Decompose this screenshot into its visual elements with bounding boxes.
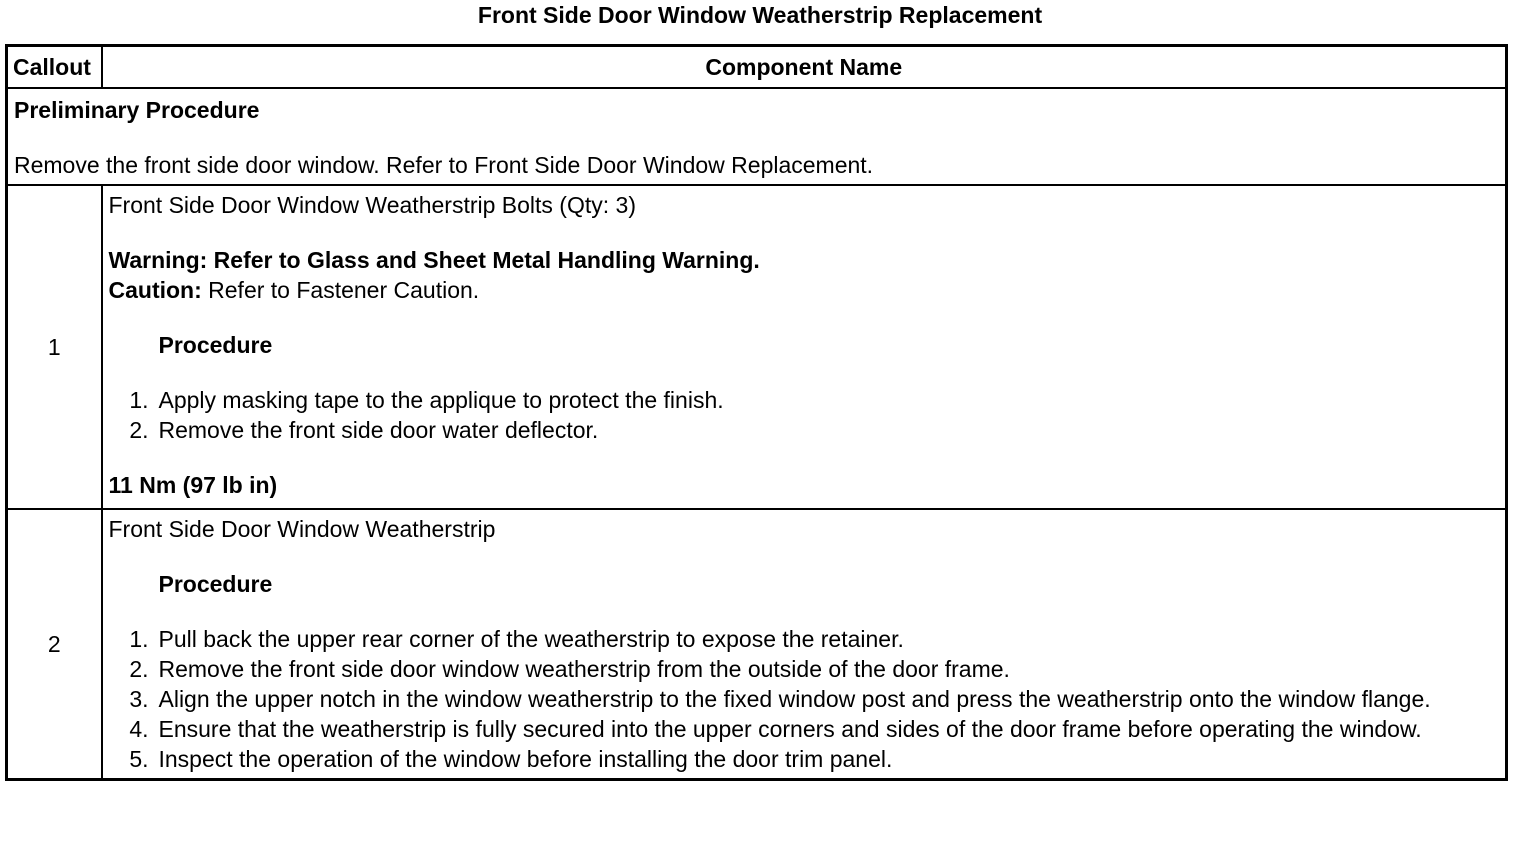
page-title: Front Side Door Window Weatherstrip Replacement xyxy=(477,2,1043,28)
procedure-steps xyxy=(109,385,1500,445)
warning-text: Warning: Refer to Glass and Sheet Metal Handling Warning. xyxy=(108,247,760,273)
preliminary-heading: Preliminary Procedure xyxy=(14,97,260,123)
table-header-row xyxy=(7,46,1507,89)
preliminary-cell xyxy=(7,88,1507,185)
caution-label: Caution: xyxy=(108,277,202,303)
caution-text xyxy=(109,275,1500,305)
component-cell xyxy=(102,185,1507,509)
procedure-heading: Procedure xyxy=(158,571,273,597)
component-name-header: Component Name xyxy=(102,46,1507,89)
procedure-table xyxy=(5,44,1508,781)
list-item: 5. Inspect the operation of the window before installing the door trim panel. xyxy=(129,746,893,772)
list-item: 2. Remove the front side door window weatherstrip from the outside of the door frame. xyxy=(129,656,1010,682)
caution-body: Refer to Fastener Caution. xyxy=(201,277,480,303)
table-row xyxy=(7,509,1507,780)
list-item: 2. Remove the front side door water deflector. xyxy=(129,417,599,443)
procedure-heading: Procedure xyxy=(158,332,273,358)
preliminary-row xyxy=(7,88,1507,185)
callout-number: 1 xyxy=(7,185,102,509)
list-item: 3. Align the upper notch in the window weatherstrip to the fixed window post and press the weatherstrip onto the window flange. xyxy=(129,686,1431,712)
list-item: 1. Pull back the upper rear corner of the weatherstrip to expose the retainer. xyxy=(129,626,904,652)
list-item: 4. Ensure that the weatherstrip is fully secured into the upper corners and sides of the door frame before operating the window. xyxy=(129,716,1422,742)
component-cell xyxy=(102,509,1507,780)
table-row xyxy=(7,185,1507,509)
component-name: Front Side Door Window Weatherstrip Bolts (Qty: 3) xyxy=(108,192,636,218)
torque-spec: 11 Nm (97 lb in) xyxy=(108,472,278,498)
component-name: Front Side Door Window Weatherstrip xyxy=(108,516,496,542)
callout-header: Callout xyxy=(7,46,102,89)
list-item: 1. Apply masking tape to the applique to protect the finish. xyxy=(129,387,724,413)
preliminary-text: Remove the front side door window. Refer to Front Side Door Window Replacement. xyxy=(14,152,874,178)
procedure-steps xyxy=(109,624,1500,774)
callout-number: 2 xyxy=(7,509,102,780)
